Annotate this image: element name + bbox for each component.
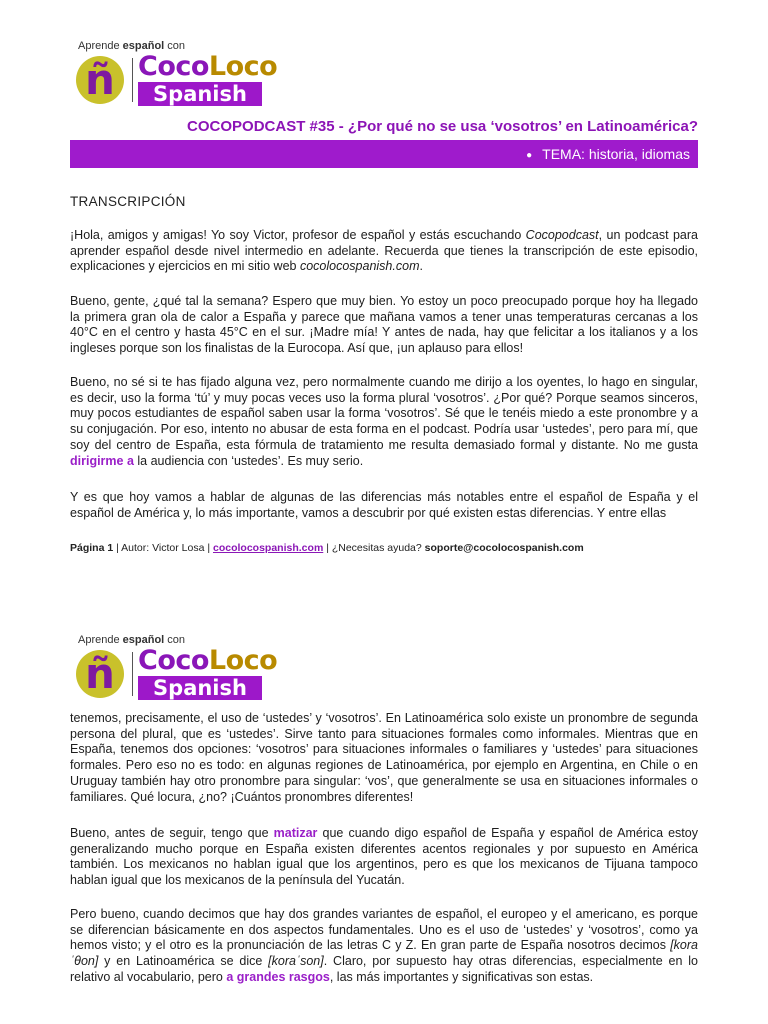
paragraph: Bueno, antes de seguir, tengo que matizar que cuando digo español de España y español de América estoy generalizando mucho porque en España existen diferentes acentos regionales y por supuesto en América también. Los mexicanos no hablan igual que los argentinos, pero es que los mexicanos de Tijuana tampoco hablan igual que los mexicanos de la península del Yucatán. [70,826,698,888]
paragraph: Y es que hoy vamos a hablar de algunas de las diferencias más notables entre el español de España y el español de América y, lo más importante, vamos a descubrir por qué existen estas diferencias. Y entre ellas [70,490,698,520]
paragraph: ¡Hola, amigos y amigas! Yo soy Victor, profesor de español y estás escuchando Cocopodcast, un podcast para aprender español desde nivel intermedio en adelante. Recuerda que tienes la transcripción de este episodio, explicaciones y ejercicios en mi sitio web cocolocospanish.com. [70,228,698,274]
paragraph: tenemos, precisamente, el uso de ‘ustedes’ y ‘vosotros’. En Latinoamérica solo existe un pronombre de segunda persona del plural, que es ‘ustedes’. Sirve tanto para situaciones formales como informales. Mientras que en España, tenemos dos opciones: ‘vosotros’ para situaciones informales o familiares y ‘ustedes’ para situaciones formales. Pero eso no es todo: en algunas regiones de Latinoamérica, por ejemplo en Argentina, en Chile o en Uruguay también hay otro pronombre para singular: ‘vos’, que generalmente se usa en situaciones informales o familiares. Qué locura, ¿no? ¡Cuántos pronombres diferentes! [70,711,698,804]
logo-divider [132,652,133,696]
logo-divider [132,58,133,102]
page-footer: Página 1 | Autor: Victor Losa | cocolocospanish.com | ¿Necesitas ayuda? soporte@cocolocospanish.com [70,542,584,554]
paragraph: Bueno, no sé si te has fijado alguna vez, pero normalmente cuando me dirijo a los oyentes, lo hago en singular, es decir, uso la forma ‘tú’ y muy pocas veces uso la forma plural ‘vosotros’. ¿Por qué? Porque seamos sinceros, muy pocos estudiantes de español saben usar la forma ‘vosotros’. Sé que le tenéis miedo a este pronombre y a su conjugación. Por eso, intento no abusar de esta forma en el podcast. Podría usar ‘ustedes’, pero para mí, que soy del centro de España, esta fórmula de tratamiento me resulta demasiado formal y distante. No me gusta dirigirme a la audiencia con ‘ustedes’. Es muy serio. [70,375,698,468]
paragraph: Bueno, gente, ¿qué tal la semana? Espero que muy bien. Yo estoy un poco preocupado porque hoy ha llegado la primera gran ola de calor a España y parece que mañana vamos a tener unas temperaturas cercanas a los 40°C en el centro y hasta 45°C en el sur. ¡Madre mía! Y antes de nada, hay que felicitar a los italianos y a los ingleses porque son los finalistas de la Eurocopa. Así que, ¡un aplauso para ellos! [70,294,698,356]
logo-brand: CocoLoco [138,51,278,82]
support-email: soporte@cocolocospanish.com [424,542,584,554]
website-link[interactable]: cocolocospanish.com [213,542,324,554]
section-heading: TRANSCRIPCIÓN [70,194,186,209]
logo-tagline: Aprende español con [78,40,186,52]
logo-subtitle: Spanish [138,82,262,106]
topic-bar [70,140,698,168]
n-tilde-logo-icon: ñ [76,650,124,698]
phonetic-transcription: [koraˈson] [268,954,324,969]
paragraph: Pero bueno, cuando decimos que hay dos grandes variantes de español, el europeo y el americano, es porque se diferencian básicamente en dos aspectos fundamentales. Uno es el uso de ‘ustedes’ y ‘vosotros’, como ya hemos visto; y el otro es la pronunciación de las letras C y Z. En gran parte de España nosotros decimos [koraˈθon] y en Latinoamérica se dice [koraˈson]. Claro, por supuesto hay otras diferencias, especialmente en lo relativo al vocabulario, pero a grandes rasgos, las más importantes y significativas son estas. [70,907,698,984]
logo-tagline: Aprende español con [78,634,186,646]
n-tilde-logo-icon: ñ [76,56,124,104]
cocoloco-logo [76,40,278,106]
highlighted-term: dirigirme a [70,453,134,468]
episode-title: COCOPODCAST #35 - ¿Por qué no se usa ‘vosotros’ en Latinoamérica? [187,118,698,135]
phonetic-transcription: [koraˈθon] [70,938,698,969]
logo-subtitle: Spanish [138,676,262,700]
bullet-icon: ● [526,150,533,161]
topic-label: TEMA: historia, idiomas [542,146,690,162]
cocoloco-logo [76,634,278,700]
highlighted-term: a grandes rasgos [226,969,330,984]
highlighted-term: matizar [273,826,318,840]
logo-brand: CocoLoco [138,645,278,676]
